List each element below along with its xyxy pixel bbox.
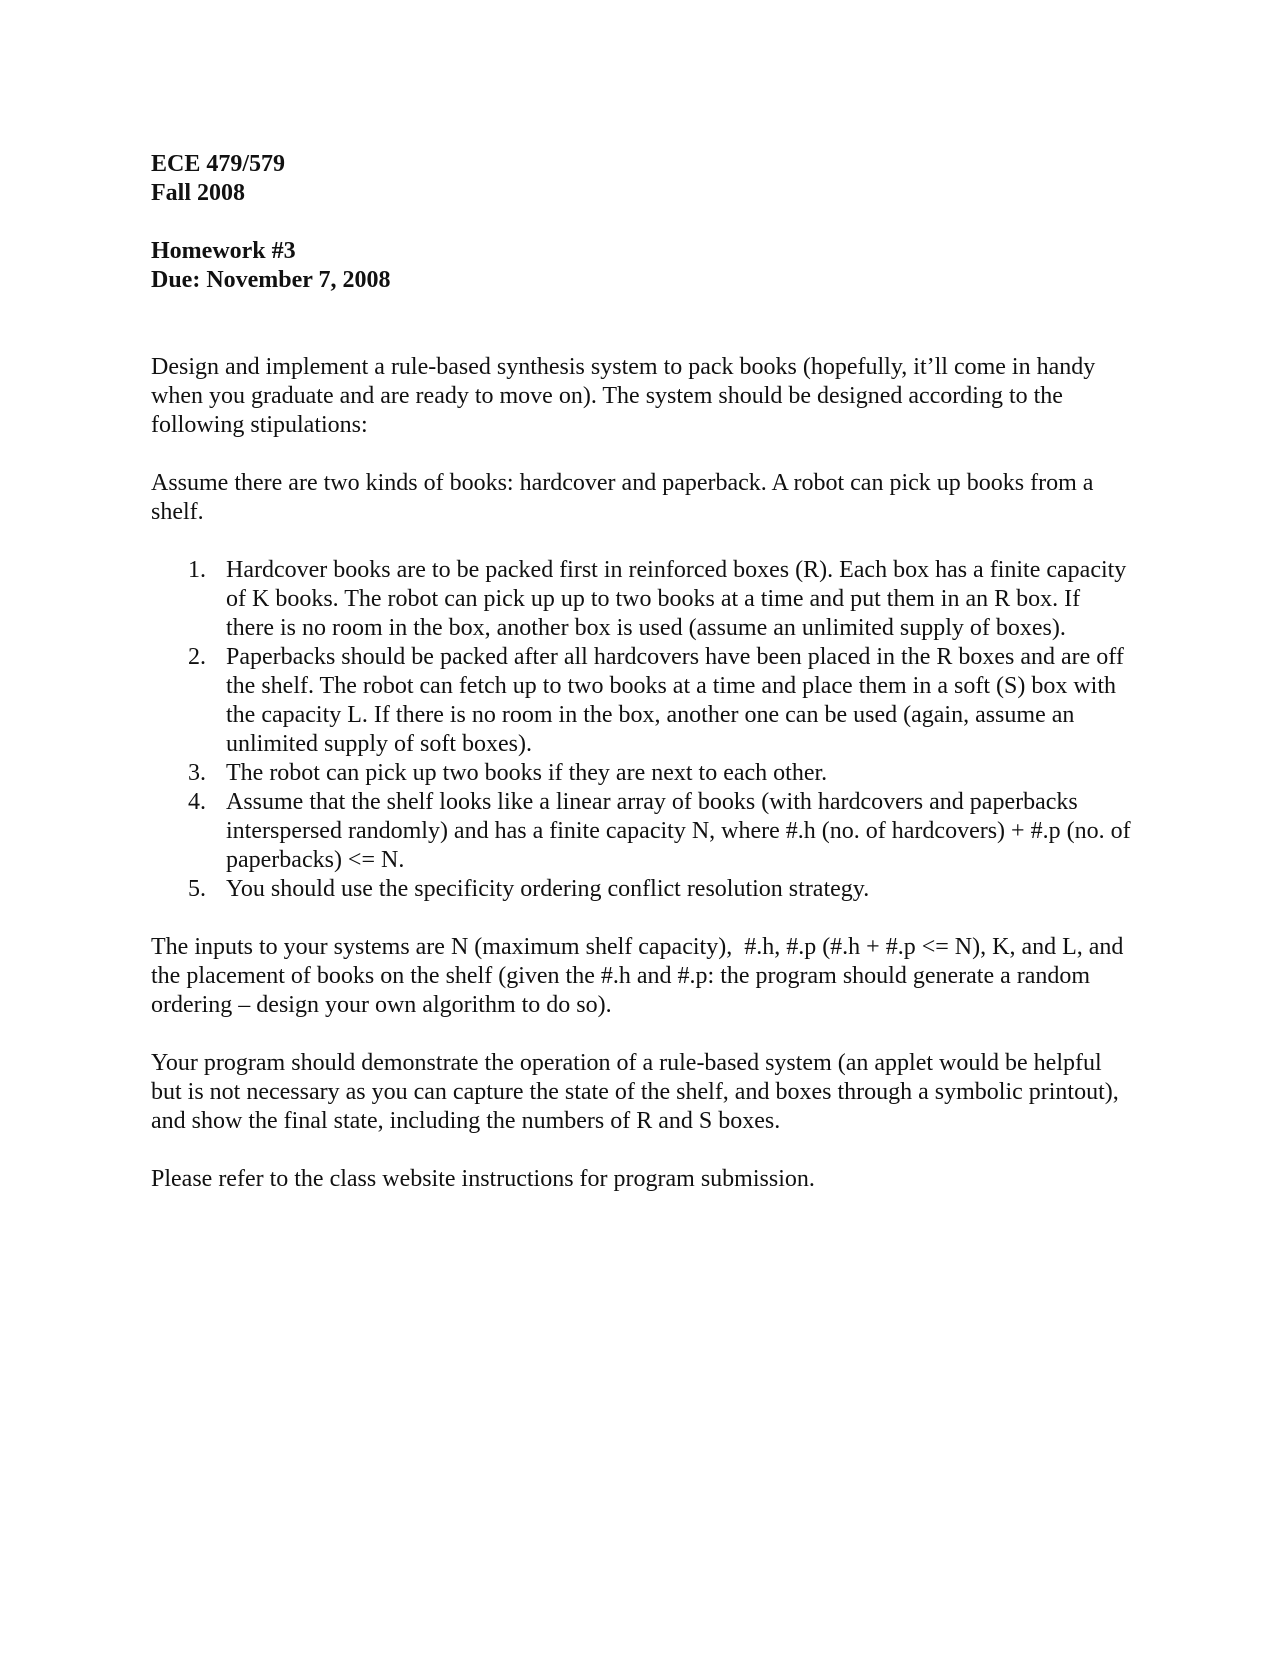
document-header [151,150,1131,295]
program-paragraph: Your program should demonstrate the operation of a rule-based system (an applet would be helpful but is not necessary as you can capture the state of the shelf, and boxes through a symbolic printout), and show the final state, including the numbers of R and S boxes. [151,1050,1119,1134]
term-label: Fall 2008 [151,180,245,206]
list-item-text: Assume that the shelf looks like a linear array of books (with hardcovers and paperbacks interspersed randomly) and has a finite capacity N, where #.h (no. of hardcovers) + #.p (no. of paperbacks) <= N. [226,789,1131,873]
list-item-number: 4. [188,789,206,815]
list-item-text: The robot can pick up two books if they are next to each other. [226,760,828,786]
list-item [151,875,1131,904]
list-item-text: Paperbacks should be packed after all hardcovers have been placed in the R boxes and are off the shelf. The robot can fetch up to two books at a time and place them in a soft (S) box with the capacity L. If there is no room in the box, another one can be used (again, assume an unlimited supply of soft boxes). [226,644,1124,757]
list-item-text: Hardcover books are to be packed first in reinforced boxes (R). Each box has a finite capacity of K books. The robot can pick up up to two books at a time and put them in an R box. If there is no room in the box, another box is used (assume an unlimited supply of boxes). [226,557,1127,641]
due-date: Due: November 7, 2008 [151,267,391,293]
stipulations-list [151,556,1131,904]
list-item-number: 1. [188,557,206,583]
submission-paragraph: Please refer to the class website instructions for program submission. [151,1166,815,1192]
assumption-paragraph: Assume there are two kinds of books: hardcover and paperback. A robot can pick up books from a shelf. [151,470,1094,525]
course-title: ECE 479/579 [151,151,286,177]
homework-title: Homework #3 [151,238,296,264]
document-page [151,150,1131,1194]
list-item [151,643,1131,759]
intro-paragraph: Design and implement a rule-based synthesis system to pack books (hopefully, it’ll come in handy when you graduate and are ready to move on). The system should be designed according to the following stipulations: [151,354,1096,438]
list-item [151,556,1131,643]
list-item [151,759,1131,788]
list-item-number: 2. [188,644,206,670]
list-item [151,788,1131,875]
list-item-number: 5. [188,876,206,902]
list-item-text: You should use the specificity ordering conflict resolution strategy. [226,876,870,902]
list-item-number: 3. [188,760,206,786]
inputs-paragraph: The inputs to your systems are N (maximum shelf capacity), #.h, #.p (#.h + #.p <= N), K, and L, and the placement of books on the shelf (given the #.h and #.p: the program should generate a random ordering – design your own algorithm to do so). [151,934,1130,1018]
